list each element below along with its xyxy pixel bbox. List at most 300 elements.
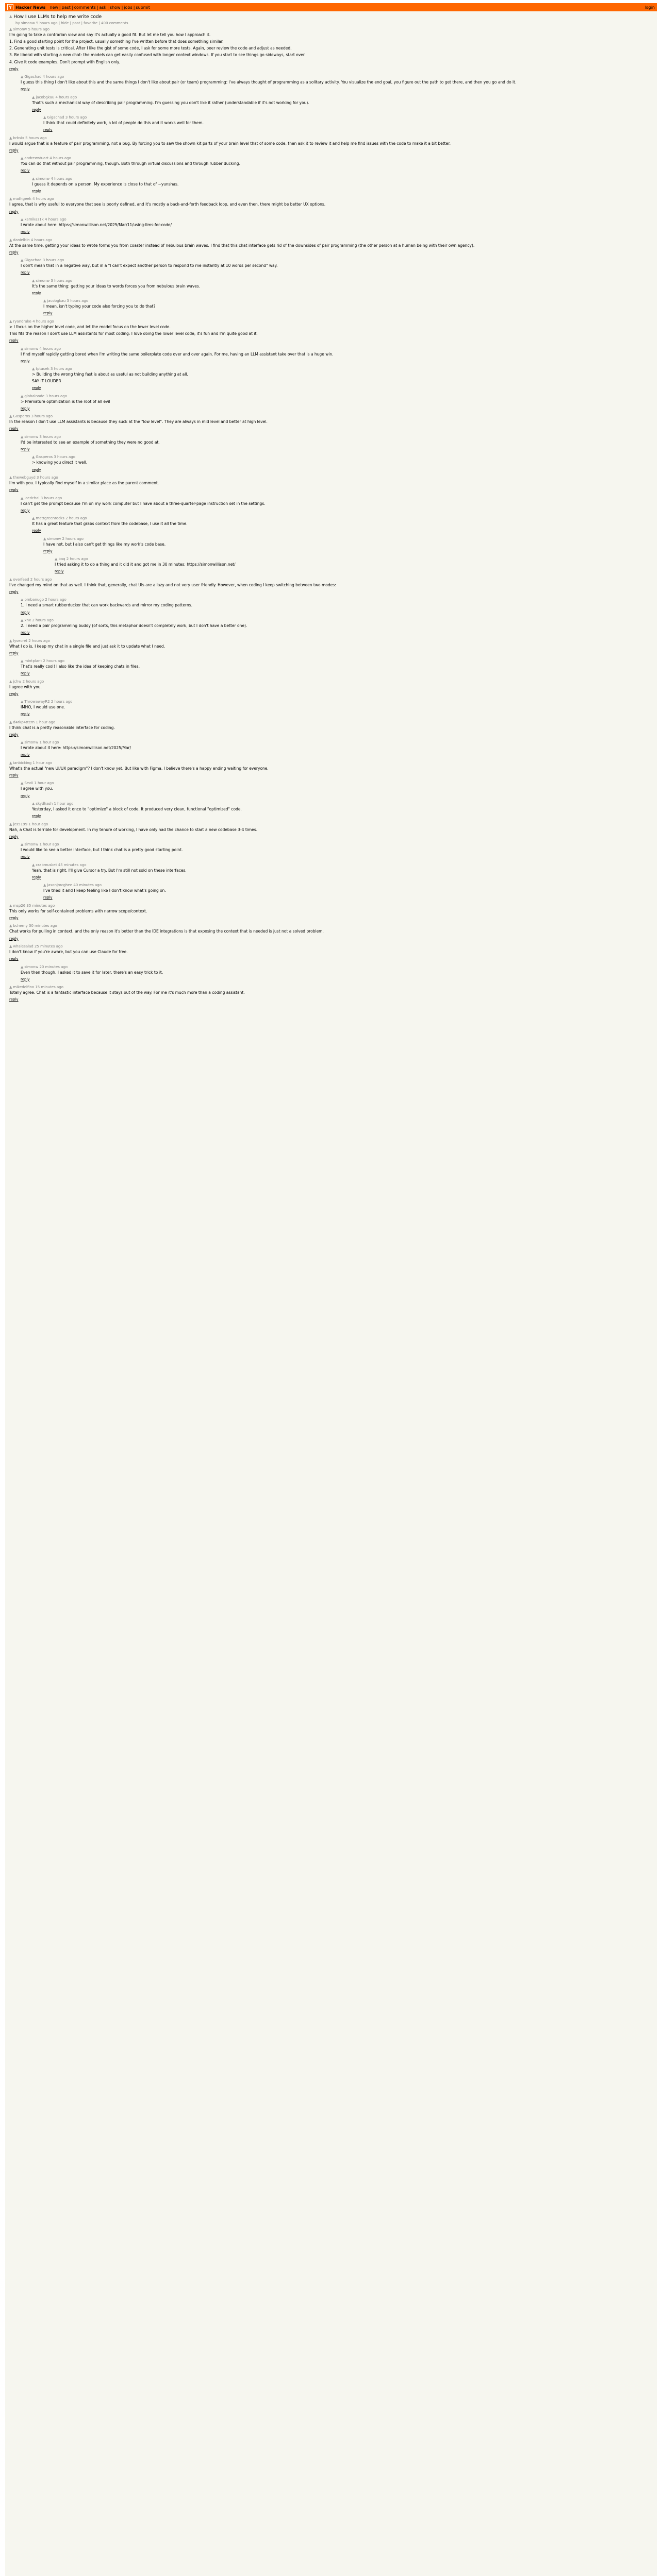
upvote-icon[interactable]: ▲ — [21, 964, 24, 969]
comment-meta — [32, 177, 653, 181]
comment-paragraph: 3. Be liberal with starting a new chat: the models can get easily confused with longer context windows. If you start to see things go sideways, start over. — [9, 53, 306, 58]
comment-meta — [9, 476, 653, 480]
upvote-icon[interactable]: ▲ — [9, 944, 12, 948]
reply-link[interactable]: reply — [9, 488, 19, 493]
reply-link[interactable]: reply — [21, 359, 30, 363]
comment-meta — [21, 965, 653, 969]
comment-paragraph: I don't mean that in a negative way, but in a "I can't expect another person to respond to me instantly at 10 words per second" way. — [21, 263, 278, 268]
upvote-icon[interactable]: ▲ — [43, 536, 46, 541]
upvote-icon[interactable]: ▲ — [9, 985, 12, 990]
reply-link[interactable]: reply — [21, 793, 30, 798]
comment-meta — [9, 985, 653, 989]
comment-paragraph: In the reason I don't use LLM assistants is because they suck at the "low level". They are always in mid level and better at high level. — [9, 419, 268, 425]
comment-text — [32, 100, 653, 113]
comment-paragraph: Nah, a Chat is terrible for development. In my tenure of working, I have only had the chance to start a new codebase 3-4 times. — [9, 827, 258, 832]
comment — [21, 258, 653, 276]
comment — [43, 299, 653, 316]
upvote-icon[interactable]: ▲ — [9, 14, 12, 19]
comment-author[interactable]: simonw 3 hours ago — [24, 434, 61, 439]
nav-link-past[interactable]: past — [61, 5, 71, 10]
reply-link[interactable]: reply — [43, 128, 53, 132]
reply-link[interactable]: reply — [21, 168, 30, 173]
upvote-icon[interactable]: ▲ — [32, 278, 35, 283]
comment-meta — [21, 598, 653, 602]
comment-text — [21, 501, 653, 514]
upvote-icon[interactable]: ▲ — [9, 760, 12, 765]
comment-paragraph: I tried asking it to do a thing and it did it and got me in 30 minutes: https://simonwillison.net/ — [55, 562, 236, 567]
comment-paragraph: > Premature optimization is the root of all evil — [21, 399, 110, 404]
comment-meta — [32, 95, 653, 99]
comment-author[interactable]: overfeed 2 hours ago — [13, 577, 52, 582]
comment-text — [21, 970, 653, 982]
upvote-icon[interactable]: ▲ — [43, 299, 46, 303]
comment-author[interactable]: ThrowawayR2 2 hours ago — [24, 700, 73, 704]
comment — [9, 720, 653, 738]
reply-link[interactable]: reply — [43, 311, 53, 316]
nav-link-submit[interactable]: submit — [136, 5, 150, 10]
reply-link[interactable]: reply — [9, 936, 19, 941]
comment-author[interactable]: jacobgkau 3 hours ago — [47, 299, 89, 303]
reply-link[interactable]: reply — [9, 957, 19, 961]
comment-author[interactable]: mattgreenrocks 2 hours ago — [36, 516, 87, 521]
comment-author[interactable]: Sevii 1 hour ago — [24, 781, 54, 786]
login-link[interactable]: login — [644, 5, 655, 10]
comment-author[interactable]: baq 2 hours ago — [58, 557, 88, 562]
comment-author[interactable]: brbsix 5 hours ago — [13, 135, 47, 140]
reply-link[interactable]: reply — [32, 386, 41, 391]
comment-text — [21, 745, 653, 758]
comment-meta — [55, 557, 653, 561]
reply-link[interactable]: reply — [43, 549, 53, 553]
comment-paragraph: It's the same thing: getting your ideas to words forces you from nebulous brain waves. — [32, 283, 201, 289]
comment-meta — [9, 720, 653, 724]
comment-author[interactable]: mathgeek 4 hours ago — [13, 197, 54, 201]
comment-text — [21, 263, 653, 276]
comment-author[interactable]: d4rkp4ttern 1 hour ago — [13, 720, 56, 724]
comment-author[interactable]: skydhash 1 hour ago — [36, 802, 74, 806]
comment — [21, 598, 653, 615]
upvote-icon[interactable]: ▲ — [43, 115, 46, 120]
comment-author[interactable]: whalesalad 25 minutes ago — [13, 944, 63, 948]
nav-link-ask[interactable]: ask — [99, 5, 107, 10]
upvote-icon[interactable]: ▲ — [32, 862, 35, 867]
comment-text — [9, 325, 653, 344]
comment — [21, 496, 653, 514]
comment — [9, 639, 653, 656]
reply-link[interactable]: reply — [21, 753, 30, 757]
comment-meta — [9, 761, 653, 765]
comment-text — [32, 460, 653, 472]
comment-paragraph: I don't know if you're aware, but you can use Claude for free. — [9, 949, 128, 954]
comment-meta — [21, 347, 653, 351]
upvote-icon[interactable]: ▲ — [9, 27, 12, 31]
nav-separator: | — [96, 5, 98, 10]
story-row — [9, 14, 653, 20]
nav-links — [49, 5, 644, 10]
reply-link[interactable]: reply — [21, 610, 30, 615]
upvote-icon[interactable]: ▲ — [21, 842, 24, 847]
comment — [32, 279, 653, 296]
reply-link[interactable]: reply — [21, 855, 30, 859]
reply-link[interactable]: reply — [9, 209, 19, 214]
comment-paragraph: I agree with you. — [21, 786, 53, 791]
comment — [9, 197, 653, 214]
comment-paragraph: I wrote about here: https://simonwillison.net/2025/Mar/11/using-llms-for-code/ — [21, 223, 172, 227]
comment — [21, 842, 653, 860]
comment-paragraph: I find myself rapidly getting bored when I'm writing the same boilerplate code over and over again. For me, having an LLM assistant take over that is a huge win. — [21, 351, 334, 357]
upvote-icon[interactable]: ▲ — [9, 638, 12, 643]
comment-author[interactable]: jchw 2 hours ago — [13, 679, 44, 684]
comment-author[interactable]: simonw 3 hours ago — [36, 278, 73, 283]
comment-author[interactable]: Gasperos 3 hours ago — [36, 455, 75, 460]
comment-paragraph: I wrote about it here: https://simonwillison.net/2025/Mar/ — [21, 745, 131, 751]
comment-meta — [21, 435, 653, 439]
comment-paragraph: I can't get the prompt because I'm on my work computer but I have about a three-quarter-page instruction set in the settings. — [21, 501, 266, 506]
comment-meta — [32, 279, 653, 283]
upvote-icon[interactable]: ▲ — [32, 455, 35, 460]
comment-text — [9, 685, 653, 697]
comment — [9, 578, 653, 595]
comment-author[interactable]: simonw 2 hours ago — [47, 536, 84, 541]
comment-author[interactable]: Gasperos 3 hours ago — [13, 414, 53, 419]
upvote-icon[interactable]: ▲ — [9, 924, 12, 928]
reply-link[interactable]: reply — [9, 338, 19, 343]
comment-author[interactable]: bcherny 30 minutes ago — [13, 924, 57, 928]
upvote-icon[interactable]: ▲ — [21, 496, 24, 500]
comment-meta — [9, 904, 653, 908]
reply-link[interactable]: reply — [21, 447, 30, 451]
comment — [9, 476, 653, 493]
comment-text — [9, 909, 653, 921]
comment — [9, 238, 653, 256]
comment-text — [21, 786, 653, 799]
reply-link[interactable]: reply — [32, 875, 41, 879]
upvote-icon[interactable]: ▲ — [9, 414, 12, 419]
comment-meta — [9, 414, 653, 418]
comment-paragraph: You can do that without pair programming, though. Both through virtual discussions and through rubber ducking. — [21, 161, 240, 166]
nav-separator: | — [71, 5, 73, 10]
reply-link[interactable]: reply — [43, 895, 53, 900]
comment-text — [9, 725, 653, 738]
site-name[interactable]: Hacker News — [15, 5, 46, 10]
reply-link[interactable]: reply — [21, 270, 30, 275]
comment-meta — [9, 578, 653, 582]
comment-paragraph: SAY IT LOUDER — [32, 379, 61, 384]
comment-author[interactable]: mintplant 2 hours ago — [24, 659, 65, 664]
upvote-icon[interactable]: ▲ — [9, 135, 12, 140]
reply-link[interactable]: reply — [32, 189, 41, 193]
comment — [21, 347, 653, 364]
main-content — [5, 11, 657, 1009]
comment-meta — [21, 700, 653, 704]
reply-link[interactable]: reply — [9, 589, 19, 594]
upvote-icon[interactable]: ▲ — [21, 75, 24, 79]
comment-meta — [21, 217, 653, 222]
comment-meta — [21, 75, 653, 79]
comment-text — [21, 705, 653, 717]
comment — [32, 455, 653, 472]
comment-text — [32, 807, 653, 819]
comment-meta — [9, 197, 653, 201]
comment-paragraph: What's the actual "new UI/UX paradigm"? I don't know yet. But like with Figma, I believe there's a happy ending waiting for everyone. — [9, 766, 269, 771]
upvote-icon[interactable]: ▲ — [21, 618, 24, 622]
comment-author[interactable]: simonw 20 minutes ago — [24, 964, 68, 969]
nav-link-new[interactable]: new — [49, 5, 58, 10]
comment-paragraph: I think that could definitely work, a lot of people do this and it works well for them. — [43, 121, 204, 126]
comment-text — [21, 848, 653, 860]
comment — [21, 435, 653, 452]
upvote-icon[interactable]: ▲ — [9, 197, 12, 201]
comment-text — [21, 440, 653, 452]
comment — [21, 217, 653, 235]
upvote-icon[interactable]: ▲ — [32, 516, 35, 521]
comment-meta — [9, 944, 653, 948]
comment-text — [43, 542, 653, 554]
upvote-icon[interactable]: ▲ — [21, 156, 24, 161]
reply-link[interactable]: reply — [21, 631, 30, 635]
comment-paragraph: I have not, but I also can't get things like my work's code base. — [43, 541, 166, 547]
comment-text — [55, 562, 653, 574]
comment-author[interactable]: pmbanugo 2 hours ago — [24, 598, 67, 602]
comment-author[interactable]: thewebguyd 3 hours ago — [13, 476, 58, 480]
comment — [9, 136, 653, 154]
comment-paragraph: Even then though, I asked it to save it for later, there's an easy trick to it. — [21, 970, 163, 975]
nav-link-show[interactable]: show — [109, 5, 121, 10]
comment-text — [9, 243, 653, 256]
reply-link[interactable]: reply — [21, 87, 30, 92]
upvote-icon[interactable]: ▲ — [21, 781, 24, 786]
comment-paragraph: That's really cool! I also like the idea of keeping chats in files. — [21, 664, 140, 669]
upvote-icon[interactable]: ▲ — [21, 740, 24, 745]
comment-author[interactable]: simonw 4 hours ago — [24, 346, 61, 351]
comment-meta — [32, 802, 653, 806]
upvote-icon[interactable]: ▲ — [32, 802, 35, 806]
comment-meta — [43, 883, 653, 887]
comment-meta — [9, 822, 653, 826]
comment-paragraph: This only works for self-contained problems with narrow scope/context. — [9, 908, 147, 913]
comment-author[interactable]: jes5199 1 hour ago — [13, 822, 48, 826]
comment-meta — [32, 516, 653, 520]
upvote-icon[interactable]: ▲ — [21, 659, 24, 664]
reply-link[interactable]: reply — [9, 916, 19, 920]
upvote-icon[interactable]: ▲ — [9, 476, 12, 480]
upvote-icon[interactable]: ▲ — [21, 434, 24, 439]
reply-link[interactable]: reply — [9, 691, 19, 696]
comment-author[interactable]: jacobgkau 4 hours ago — [36, 95, 77, 99]
comment-author[interactable]: kamikaz1k 4 hours ago — [24, 217, 67, 222]
comment-author[interactable]: crabmusket 45 minutes ago — [36, 862, 87, 867]
reply-link[interactable]: reply — [32, 291, 41, 295]
comment-paragraph: I'm going to take a contrarian view and say it's actually a good fit. But let me tell you how I approach it. — [9, 32, 211, 37]
comment-text — [21, 161, 653, 174]
upvote-icon[interactable]: ▲ — [55, 557, 58, 562]
comment-paragraph: I would like to see a better interface, but I think chat is a pretty good starting point. — [21, 848, 183, 853]
comment — [32, 863, 653, 880]
nav-separator: | — [59, 5, 61, 10]
comment-text — [9, 583, 653, 595]
reply-link[interactable]: reply — [9, 148, 19, 152]
comment-meta — [9, 136, 653, 140]
comment-meta — [9, 680, 653, 684]
comment-paragraph: I agree with you. — [9, 684, 42, 689]
comment-author[interactable]: jasonjmcghee 40 minutes ago — [47, 883, 102, 888]
comment-text — [21, 80, 653, 92]
comment-author[interactable]: Gigachad 4 hours ago — [24, 75, 64, 79]
comment-text — [21, 352, 653, 364]
comment — [9, 414, 653, 432]
comment-text — [21, 223, 653, 235]
reply-link[interactable]: reply — [9, 427, 19, 431]
comment-paragraph: IMHO, I would use one. — [21, 705, 65, 710]
reply-link[interactable]: reply — [32, 814, 41, 819]
comment-meta — [21, 659, 653, 663]
comment-paragraph: I've changed my mind on that as well. I think that, generally, chat UIs are a lazy and not very user friendly. However, when coding I keep switching between two modes: — [9, 582, 336, 587]
comment-author[interactable]: mikedelfino 15 minutes ago — [13, 985, 64, 990]
comment — [21, 700, 653, 717]
upvote-icon[interactable]: ▲ — [9, 720, 12, 724]
comment-meta — [32, 367, 653, 371]
comment-text — [9, 419, 653, 432]
comment — [9, 944, 653, 962]
comment-meta — [21, 781, 653, 785]
comment-author[interactable]: ianbicking 1 hour ago — [13, 760, 53, 765]
comment-text — [9, 766, 653, 778]
comment — [9, 822, 653, 840]
comment-author[interactable]: lysecret 2 hours ago — [13, 638, 50, 643]
reply-link[interactable]: reply — [55, 569, 64, 574]
nav-separator: | — [107, 5, 109, 10]
comment-paragraph: Totally agree. Chat is a fantastic interface because it stays out of the way. For me it's much more than a coding assistant. — [9, 990, 245, 995]
nav-link-jobs[interactable]: jobs — [124, 5, 133, 10]
comment-meta — [21, 740, 653, 744]
comment-paragraph: It has a great feature that grabs context from the codebase, I use it all the time. — [32, 521, 188, 527]
comment — [21, 965, 653, 982]
reply-link[interactable]: reply — [9, 997, 19, 1002]
comment-author[interactable]: globalnode 3 hours ago — [24, 394, 68, 398]
upvote-icon[interactable]: ▲ — [32, 176, 35, 181]
comment-paragraph: Yesterday, I asked it once to "optimize" a block of code. It produced very clean, functional "optimized" code. — [32, 807, 242, 811]
comment-author[interactable]: simonw 1 hour ago — [24, 740, 59, 745]
comment — [9, 680, 653, 697]
comment-meta — [21, 618, 653, 622]
reply-link[interactable]: reply — [21, 406, 30, 411]
upvote-icon[interactable]: ▲ — [9, 679, 12, 684]
comment-text — [9, 202, 653, 214]
upvote-icon[interactable]: ▲ — [9, 577, 12, 582]
comment-text — [9, 827, 653, 840]
comment-meta — [32, 863, 653, 867]
upvote-icon[interactable]: ▲ — [9, 822, 12, 826]
reply-link[interactable]: reply — [9, 834, 19, 839]
header-bar — [5, 3, 657, 11]
comment-author[interactable]: danielbln 4 hours ago — [13, 238, 53, 242]
comment-author[interactable]: andrewstuart 4 hours ago — [24, 156, 71, 161]
comment — [43, 537, 653, 554]
upvote-icon[interactable]: ▲ — [9, 903, 12, 908]
nav-separator: | — [133, 5, 135, 10]
upvote-icon[interactable]: ▲ — [9, 319, 12, 324]
comment-text — [9, 32, 653, 72]
upvote-icon[interactable]: ▲ — [43, 883, 46, 888]
reply-link[interactable]: reply — [21, 712, 30, 717]
comment — [21, 659, 653, 676]
y-logo-icon[interactable]: Y — [7, 4, 13, 10]
comment-tree — [9, 27, 653, 1003]
upvote-icon[interactable]: ▲ — [32, 95, 35, 99]
upvote-icon[interactable]: ▲ — [21, 394, 24, 398]
upvote-icon[interactable]: ▲ — [21, 598, 24, 602]
comment — [21, 781, 653, 799]
reply-link[interactable]: reply — [32, 467, 41, 472]
story-title[interactable]: How I use LLMs to help me write code — [13, 14, 102, 20]
comment-meta — [21, 156, 653, 160]
comment-author[interactable]: Gigachad 3 hours ago — [47, 115, 87, 120]
reply-link[interactable]: reply — [9, 651, 19, 655]
comment — [32, 516, 653, 534]
comment-paragraph: At the same time, getting your ideas to wrote forms you from coaster instead of nebulous brain waves. I find that this chat interface gets rid of the downsides of pair programming (the other person at a human being with their own agency). — [9, 243, 475, 248]
comment — [9, 319, 653, 344]
reply-link[interactable]: reply — [9, 732, 19, 737]
comment-meta — [32, 455, 653, 459]
comment-meta — [43, 537, 653, 541]
comment-meta — [21, 394, 653, 398]
comment — [21, 75, 653, 92]
upvote-icon[interactable]: ▲ — [21, 346, 24, 351]
comment-text — [32, 521, 653, 534]
reply-link[interactable]: reply — [9, 250, 19, 255]
comment-text — [43, 304, 653, 316]
story-meta: by simonw 5 hours ago | hide | past | favorite | 400 comments — [15, 21, 128, 25]
upvote-icon[interactable]: ▲ — [21, 217, 24, 222]
reply-link[interactable]: reply — [21, 671, 30, 676]
comment-paragraph: That's such a mechanical way of describing pair programming. I'm guessing you don't like it rather (understandable if it's not working for you). — [32, 100, 309, 105]
reply-link[interactable]: reply — [21, 230, 30, 234]
comment-paragraph: This fits the reason I don't use LLM assistants for most coding: I love doing the lower level code, it's fun and I'm quite good at it. — [9, 331, 258, 336]
reply-link[interactable]: reply — [21, 508, 30, 513]
upvote-icon[interactable]: ▲ — [21, 700, 24, 704]
comment-author[interactable]: icedchai 3 hours ago — [24, 496, 62, 500]
comment-author[interactable]: ryandrake 4 hours ago — [13, 319, 54, 324]
comment-author[interactable]: Gigachad 3 hours ago — [24, 258, 64, 263]
comment — [9, 924, 653, 941]
comment-author[interactable]: msp26 35 minutes ago — [13, 903, 55, 908]
nav-link-comments[interactable]: comments — [74, 5, 96, 10]
comment-author[interactable]: tptacek 3 hours ago — [36, 367, 72, 371]
reply-link[interactable]: reply — [32, 529, 41, 533]
comment-paragraph: I've tried it and I keep feeling like I don't know what's going on. — [43, 888, 166, 893]
upvote-icon[interactable]: ▲ — [9, 238, 12, 242]
comment-author[interactable]: simonw 4 hours ago — [36, 176, 73, 181]
comment-paragraph: 2. Generating unit tests is critical. After I like the gist of some code, I ask for some more tests. Again, peer review the code and adjust as needed. — [9, 46, 292, 51]
comment-author[interactable]: simonw 1 hour ago — [24, 842, 59, 847]
reply-link[interactable]: reply — [9, 773, 19, 777]
comment-paragraph: I guess this thing I don't like about this and the same things I don't like about pair (or team) programming: I've always thought of programming as a solitary activity. You visualize the end goal, you figure out the path to get there, and then you go and do it. — [21, 80, 517, 85]
comment-text — [21, 623, 653, 636]
reply-link[interactable]: reply — [21, 977, 30, 981]
upvote-icon[interactable]: ▲ — [21, 258, 24, 263]
comment-author[interactable]: xnx 2 hours ago — [24, 618, 54, 622]
comment — [9, 904, 653, 921]
upvote-icon[interactable]: ▲ — [32, 367, 35, 371]
comment — [32, 95, 653, 113]
reply-link[interactable]: reply — [32, 107, 41, 112]
comment-text — [43, 888, 653, 901]
comment — [21, 394, 653, 412]
comment-text — [9, 950, 653, 962]
comment-author[interactable]: simonw 5 hours ago — [13, 27, 50, 31]
reply-link[interactable]: reply — [9, 66, 19, 71]
comment-paragraph: > Building the wrong thing fast is about as useful as not building anything at all. — [32, 372, 188, 377]
